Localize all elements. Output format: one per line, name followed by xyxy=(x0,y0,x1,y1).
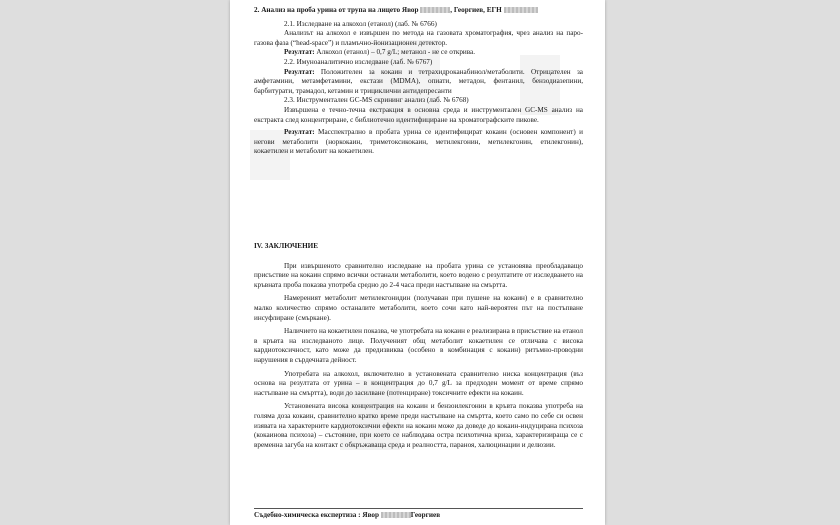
conclusion-paragraph-3: Наличието на кокаетилен показва, че употребата на кокаин е реализирана в присъствие на етанол в кръвта на изследваното лице. Полученият общ метаболит кокаетилен се отличава с висока кардиотоксичност, като може да предизвиква (особено в комбинация с кокаин) ритъмно-проводни нарушения в сърдечната дейност. xyxy=(254,327,583,364)
redaction-mark xyxy=(504,7,538,13)
document-page xyxy=(230,0,605,525)
footer-divider xyxy=(254,508,583,509)
result-2-2: Резултат: Положителен за кокаин и тетрахидроканабинол/метаболити. Отрицателен за амфетамини, метамфетамини, екстази (MDMA), опиати, метадон, фентанил, бензодиазепини, барбитурати, трамадол, кетамин и трициклични антидепресанти xyxy=(254,67,583,95)
result-2-3: Резултат: Масспектрално в пробата урина се идентифицират кокаин (основен компонент) и негови метаболити (норкокаин, триметоксикокаин, метилекгонин, метилекгонин, етилекгонин), кокаетилен и метаболит на кокаетилен. xyxy=(254,128,583,156)
section-4-heading: IV. ЗАКЛЮЧЕНИЕ xyxy=(254,242,319,250)
footer xyxy=(254,511,583,521)
section-2 xyxy=(254,6,583,157)
redaction-mark xyxy=(381,512,411,518)
redaction-mark xyxy=(420,7,450,13)
result-2-1: Резултат: Алкохол (етанол) – 0,7 g/L; метанол - не се открива. xyxy=(284,48,476,57)
section-4 xyxy=(254,242,583,450)
subheading-2-1: 2.1. Изследване на алкохол (етанол) (лаб. № 6766) xyxy=(284,19,437,28)
paragraph-2-3: Извършена е течно-течна екстракция в основна среда и инструментален GC-MS анализ на екстракта след концентриране, с библиотечно идентифициране на хроматографските пикове. xyxy=(254,105,583,124)
conclusion-paragraph-4: Употребата на алкохол, включително в установената сравнително ниска концентрация (въз основа на резултата от урина – в концентрация до 0,7 g/L за предходен момент от време спрямо настъпване на смъртта), води до засилване (потенциране) токсичните ефекти на кокаин. xyxy=(254,369,583,397)
paragraph-2-1: Анализът на алкохол е извършен по метода на газовата хроматография, чрез анализ на паро-газова фаза (“head-space”) и пламъчно-йонизационен детектор. xyxy=(254,29,583,47)
footer-name-first: Явор xyxy=(362,511,379,519)
conclusion-paragraph-1: При извършеното сравнително изследване на пробата урина се установява преобладаващо присъствие на кокаин спрямо всички останали метаболити, което водено с резултатите от изследването на кръвната проба показва употреба средно до 2-4 часа преди настъпване на смъртта. xyxy=(254,261,583,289)
conclusion-paragraph-5: Установената висока концентрация на кокаин и бензоилекгонин в кръвта показва употреба на голяма доза кокаин, сравнително кратко време преди настъпване на смъртта, което само по себе си освен изявата на характерните кардиотоксични ефекти на кокаин може да доведе до кокаин-индуцирана психоза (кокаинова психоза) – състояние, при което се наблюдава остра психотична криза, характеризираща се с временна загуба на контакт с обкръжаваща среда и реалността, параноя, халюцинации и делюзии. xyxy=(254,402,583,449)
conclusion-paragraph-2: Намереният метаболит метилекгонидин (получаван при пушене на кокаин) е в сравнително малко количество спрямо останалите метаболити, което сочи като най-вероятен път на постъпване инсуфлиране (смъркане). xyxy=(254,294,583,322)
section-2-heading: 2. Анализ на проба урина от трупа на лицето Явор , Георгиев, ЕГН xyxy=(254,6,583,16)
subheading-2-2: 2.2. Имуноаналитично изследване (лаб. № 6767) xyxy=(284,57,433,66)
subheading-2-3: 2.3. Инструментален GC-MS скрининг анализ (лаб. № 6768) xyxy=(284,96,469,105)
footer-label: Съдебно-химическа експертиза : xyxy=(254,511,361,519)
footer-name-last: Георгиев xyxy=(410,511,441,519)
